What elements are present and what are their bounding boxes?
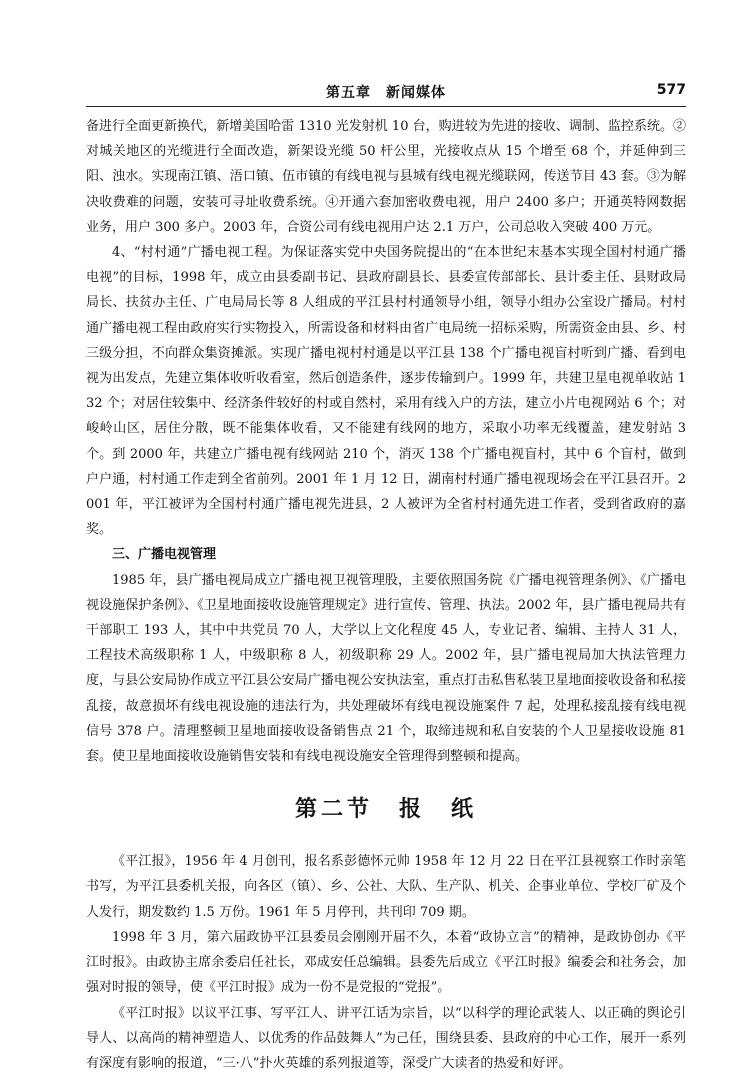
paragraph-pingjiang-daily: 《平江报》，1956 年 4 月创刊，报名系彭德怀元帅 1958 年 12 月 22 日在平江县视察工作时亲笔书写，为平江县委机关报，向各区（镇）、乡、公社、大队、生产队、机关、企事业单位、学校厂矿及个人发行，期发数约 1.5 万份。1961 年 5 月停刊，共刊印 709 期。 [86,849,686,925]
page-body [86,114,686,1076]
running-header [86,82,686,104]
page-number: 577 [657,82,686,98]
header-divider [86,106,686,107]
paragraph-broadcast-management: 1985 年，县广播电视局成立广播电视卫视管理股，主要依照国务院《广播电视管理条例》、《广播电视设施保护条例》、《卫星地面接收设施管理规定》进行宣传、管理、执法。2002 年，县广播电视局共有干部职工 193 人，其中中共党员 70 人，大学以上文化程度 45 人，专业记者、编辑、主持人 31 人，工程技术高级职称 1 人，中级职称 8 人，初级职称 29 人。2002 年，县广播电视局加大执法管理力度，与县公安局协作成立平江县公安局广播电视公安执法室，重点打击私售私装卫星地面接收设备和私接乱接，故意损坏有线电视设施的违法行为，共处理破坏有线电视设施案件 7 起，处理私接乱接有线电视信号 378 户。清理整顿卫星地面接收设备销售点 21 个，取缔违规和私自安装的个人卫星接收设施 81 套。使卫星地面接收设施销售安装和有线电视设施安全管理得到整顿和提高。 [86,568,686,770]
paragraph-continued: 备进行全面更新换代，新增美国哈雷 1310 光发射机 10 台，购进较为先进的接收、调制、监控系统。②对城关地区的光缆进行全面改造，新架设光缆 50 杆公里，光接收点从 15 个增至 68 个，并延伸到三阳、浊水。实现南江镇、浯口镇、伍市镇的有线电视与县城有线电视光缆联网，传送节目 43 套。③为解决收费难的问题，安装可寻址收费系统。④开通六套加密收费电视，用户 2400 多户；开通英特网数据业务，用户 300 多户。2003 年，合资公司有线电视用户达 2.1 万户，公司总收入突破 400 万元。 [86,114,686,240]
paragraph-pingjiang-times-mission: 《平江时报》以议平江事、写平江人、讲平江话为宗旨，以“以科学的理论武装人、以正确的舆论引导人、以高尚的精神塑造人、以优秀的作品鼓舞人”为己任，围绕县委、县政府的中心工作，展开一系列有深度有影响的报道，“三·八”扑火英雄的系列报道等，深受广大读者的热爱和好评。 [86,1001,686,1076]
paragraph-pingjiang-times-founding: 1998 年 3 月，第六届政协平江县委员会刚刚开届不久，本着“政协立言”的精神，是政协创办《平江时报》。由政协主席余委启任社长，邓成安任总编辑。县委先后成立《平江时报》编委会和社务会，加强对时报的领导，使《平江时报》成为一份不是党报的“党报”。 [86,925,686,1001]
section-title: 第二节 报 纸 [86,777,686,843]
paragraph-village-coverage: 4、“村村通”广播电视工程。为保证落实党中央国务院提出的“在本世纪末基本实现全国村村通广播电视”的目标，1998 年，成立由县委副书记、县政府副县长、县委宣传部部长、县计委主任、县财政局局长、扶贫办主任、广电局局长等 8 人组成的平江县村村通领导小组，领导小组办公室设广播局。村村通广播电视工程由政府实行实物投入，所需设备和材料由省广电局统一招标采购，所需资金由县、乡、村三级分担，不向群众集资摊派。实现广播电视村村通是以平江县 138 个广播电视盲村听到广播、看到电视为出发点，先建立集体收听收看室，然后创造条件，逐步传输到户。1999 年，共建卫星电视单收站 132 个；对居住较集中、经济条件较好的村或自然村，采用有线入户的方法，建立小片电视网站 6 个；对峻岭山区，居住分散，既不能集体收看，又不能建有线网的地方，采取小功率无线覆盖，建发射站 3 个。到 2000 年，共建立广播电视有线网站 210 个，消灭 138 个广播电视盲村，其中 6 个盲村，做到户户通，村村通工作走到全省前列。2001 年 1 月 12 日，湖南村村通广播电视现场会在平江县召开。2001 年，平江被评为全国村村通广播电视先进县，2 人被评为全省村村通先进工作者，受到省政府的嘉奖。 [86,240,686,542]
subheading-broadcast-management: 三、广播电视管理 [86,542,686,567]
chapter-title: 第五章 新闻媒体 [86,82,686,102]
